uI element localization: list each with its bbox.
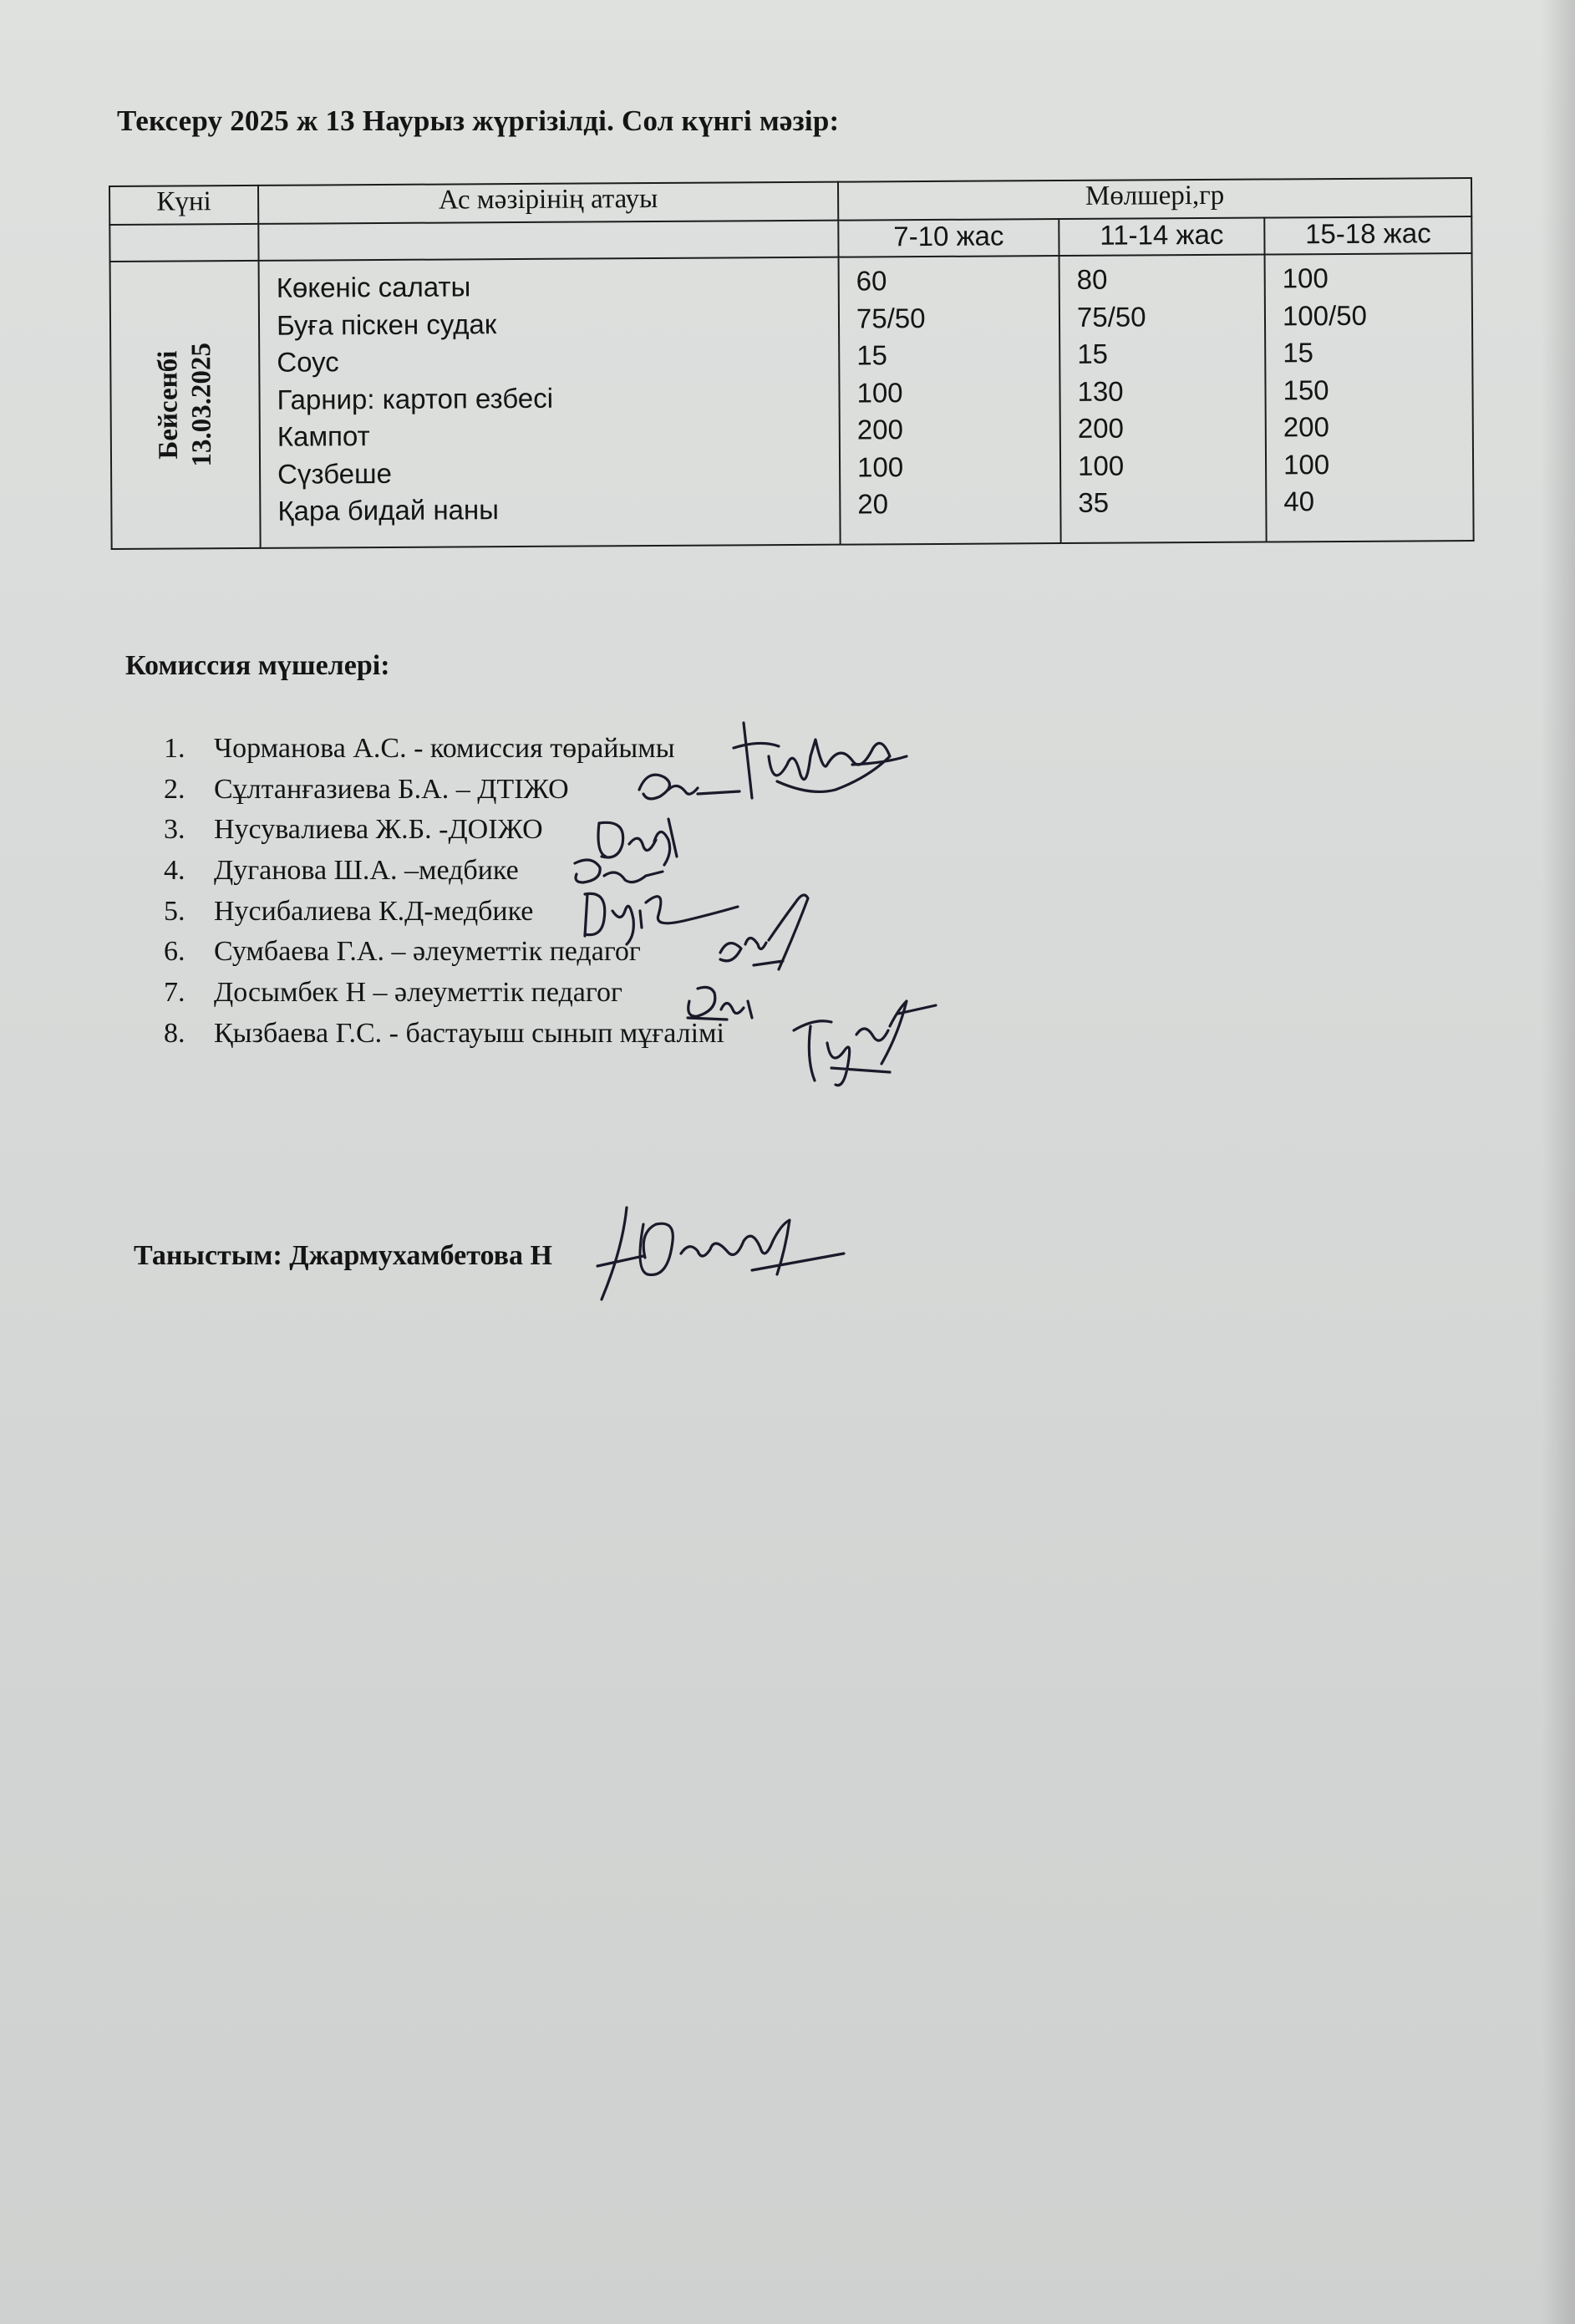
amount-value: 100	[1282, 262, 1329, 294]
amount-value: 40	[1283, 486, 1315, 517]
member-text: Чорманова А.С. - комиссия төрайымы	[214, 733, 675, 764]
day-label	[151, 343, 219, 467]
amount-value: 15	[1283, 337, 1314, 369]
item-number: 7.	[164, 977, 185, 1009]
signature-1	[727, 698, 911, 819]
amount-value: 200	[856, 414, 903, 445]
dish-name: Буға піскен судак	[276, 308, 497, 341]
amount-value: 35	[1078, 486, 1110, 518]
header-day: Күні	[109, 186, 258, 225]
signature-2	[631, 765, 748, 811]
amount-value: 100/50	[1282, 299, 1368, 331]
header-amount: Мөлшері,гр	[838, 178, 1471, 221]
list-item	[164, 729, 724, 770]
signature-6	[704, 886, 821, 990]
amount-value: 15	[1077, 338, 1109, 369]
table-body-row	[110, 253, 1474, 548]
amount-15-18-list	[1265, 253, 1474, 542]
signature-7	[681, 976, 781, 1030]
day-date: 13.03.2025	[186, 342, 218, 467]
amount-value: 100	[1077, 450, 1125, 481]
signature-8	[781, 984, 948, 1106]
menu-table	[109, 177, 1475, 549]
item-number: 5.	[164, 895, 185, 927]
header-dish-empty	[258, 221, 838, 261]
item-number: 6.	[164, 936, 185, 968]
dish-name: Сүзбеше	[277, 457, 393, 490]
member-text: Досымбек Н – әлеуметтік педагог	[214, 977, 622, 1009]
amount-value: 60	[856, 265, 887, 297]
header-day-empty	[109, 224, 258, 262]
list-item	[164, 1014, 724, 1055]
commission-title: Комиссия мүшелері:	[125, 650, 390, 681]
item-number: 4.	[164, 855, 185, 887]
item-number: 3.	[164, 814, 185, 846]
amount-value: 75/50	[856, 302, 926, 334]
amount-value: 200	[1077, 412, 1124, 444]
amount-value: 100	[856, 450, 904, 483]
member-text: Сұлтанғазиева Б.А. – ДТІЖО	[214, 773, 569, 805]
amount-7-10-list	[839, 256, 1061, 544]
dish-name: Соус	[277, 346, 339, 378]
header-age-11-14: 11-14 жас	[1059, 218, 1264, 257]
header-age-15-18: 15-18 жас	[1264, 216, 1471, 255]
dish-name: Көкеніс салаты	[276, 271, 471, 303]
amount-value: 80	[1076, 263, 1108, 295]
item-number: 2.	[164, 773, 185, 805]
item-number: 1.	[164, 733, 185, 764]
day-name: Бейсенбі	[153, 350, 185, 460]
day-cell	[110, 261, 261, 549]
amount-value: 150	[1283, 374, 1329, 405]
amount-value: 100	[1283, 448, 1330, 480]
amount-value: 75/50	[1076, 300, 1146, 333]
member-text: Сумбаева Г.А. – әлеуметтік педагог	[214, 936, 641, 968]
dish-name: Гарнир: картоп езбесі	[277, 382, 554, 415]
list-item	[164, 973, 724, 1014]
amount-value: 200	[1283, 411, 1329, 443]
amount-value: 130	[1077, 375, 1124, 407]
dish-name: Қара бидай наны	[277, 494, 500, 526]
acquainted-line: Таныстым: Джармухамбетова Н	[134, 1240, 552, 1271]
member-text: Қызбаева Г.С. - бастауыш сынып мұғалімі	[214, 1017, 724, 1049]
member-text: Нусувалиева Ж.Б. -ДОІЖО	[214, 814, 543, 846]
amount-11-14-list	[1059, 255, 1267, 543]
inspection-heading: Тексеру 2025 ж 13 Наурыз жүргізілді. Сол күнгі мәзір:	[117, 104, 840, 137]
member-text: Дуганова Ш.А. –медбике	[214, 855, 519, 887]
dish-name: Кампот	[277, 420, 370, 452]
item-number: 8.	[164, 1017, 185, 1049]
member-text: Нусибалиева К.Д-медбике	[214, 895, 534, 927]
signature-acquainted	[593, 1191, 861, 1320]
amount-value: 20	[857, 488, 889, 520]
page-shadow	[1542, 0, 1575, 2324]
header-age-7-10: 7-10 жас	[838, 219, 1059, 257]
amount-value: 100	[856, 376, 903, 409]
dish-list	[259, 257, 841, 548]
header-dish: Ас мәзірінің атауы	[258, 182, 838, 224]
amount-value: 15	[856, 339, 888, 371]
